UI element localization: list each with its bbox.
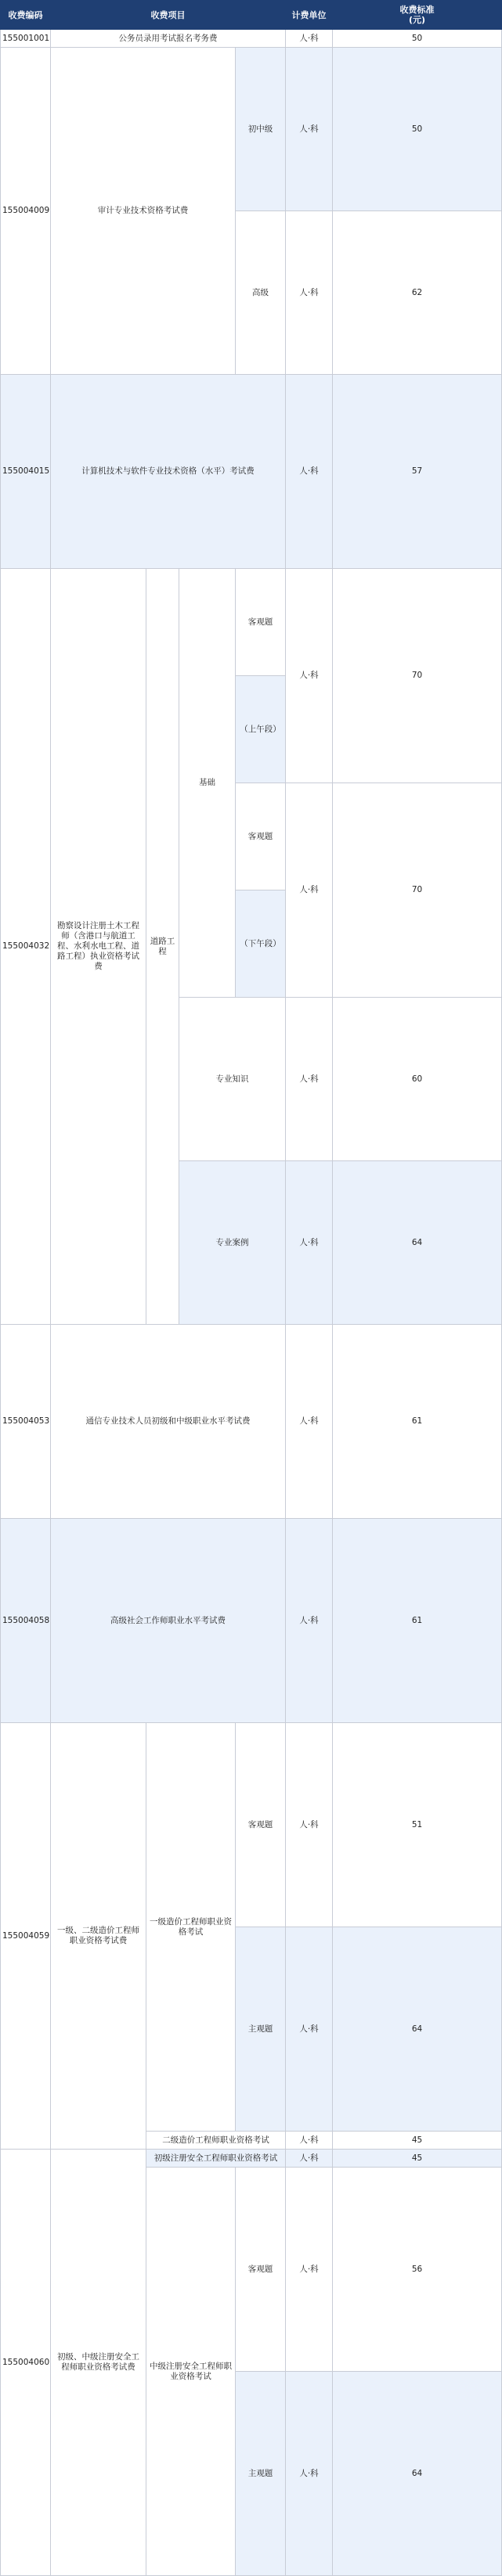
row-subitem: 专业知识 bbox=[179, 998, 286, 1161]
row-code: 155004032 bbox=[1, 569, 51, 1325]
row-unit: 人·科 bbox=[286, 2372, 333, 2576]
row-subitem: （上午段） bbox=[236, 676, 286, 783]
table-row bbox=[1, 569, 502, 676]
row-unit: 人·科 bbox=[286, 30, 333, 48]
row-unit: 人·科 bbox=[286, 48, 333, 211]
header-standard-line2: (元) bbox=[408, 15, 426, 25]
row-subitem: 主观题 bbox=[236, 2372, 286, 2576]
header-standard-line1: 收费标准 bbox=[399, 5, 435, 15]
row-item: 勘察设计注册土木工程师（含港口与航道工程、水利水电工程、道路工程）执业资格考试费 bbox=[51, 569, 146, 1325]
table-row bbox=[1, 30, 502, 48]
row-code: 155004053 bbox=[1, 1325, 51, 1519]
row-subitem: 客观题 bbox=[236, 1723, 286, 1927]
row-item: 公务员录用考试报名考务费 bbox=[51, 30, 286, 48]
row-unit: 人·科 bbox=[286, 569, 333, 783]
row-subitem: 初级注册安全工程师职业资格考试 bbox=[146, 2150, 286, 2168]
row-subitem: 客观题 bbox=[236, 783, 286, 890]
row-price: 61 bbox=[333, 1325, 502, 1519]
row-price: 56 bbox=[333, 2168, 502, 2372]
row-item: 高级社会工作师职业水平考试费 bbox=[51, 1519, 286, 1723]
row-code: 155004015 bbox=[1, 375, 51, 569]
row-price: 70 bbox=[333, 569, 502, 783]
row-price: 62 bbox=[333, 211, 502, 375]
header-item: 收费项目 bbox=[51, 1, 286, 30]
row-basic: 基础 bbox=[179, 569, 236, 998]
row-item: 审计专业技术资格考试费 bbox=[51, 48, 236, 375]
row-subitem: 客观题 bbox=[236, 2168, 286, 2372]
row-unit: 人·科 bbox=[286, 783, 333, 998]
table-row bbox=[1, 1519, 502, 1723]
row-unit: 人·科 bbox=[286, 1519, 333, 1723]
table-row bbox=[1, 1723, 502, 1927]
row-unit: 人·科 bbox=[286, 2150, 333, 2168]
row-subitem: 二级造价工程师职业资格考试 bbox=[146, 2132, 286, 2150]
row-code: 155001001 bbox=[1, 30, 51, 48]
header-unit: 计费单位 bbox=[286, 1, 333, 30]
row-item: 计算机技术与软件专业技术资格（水平）考试费 bbox=[51, 375, 286, 569]
table-row bbox=[1, 1325, 502, 1519]
row-unit: 人·科 bbox=[286, 1325, 333, 1519]
row-price: 57 bbox=[333, 375, 502, 569]
row-price: 60 bbox=[333, 998, 502, 1161]
header-row bbox=[1, 1, 502, 30]
row-code: 155004009 bbox=[1, 48, 51, 375]
row-unit: 人·科 bbox=[286, 2168, 333, 2372]
header-code: 收费编码 bbox=[1, 1, 51, 30]
row-code: 155004058 bbox=[1, 1519, 51, 1723]
row-price: 45 bbox=[333, 2132, 502, 2150]
row-price: 50 bbox=[333, 48, 502, 211]
row-unit: 人·科 bbox=[286, 1161, 333, 1325]
row-subitem: 客观题 bbox=[236, 569, 286, 676]
row-price: 45 bbox=[333, 2150, 502, 2168]
row-subitem: 高级 bbox=[236, 211, 286, 375]
row-subitem: 专业案例 bbox=[179, 1161, 286, 1325]
row-subitem: （下午段） bbox=[236, 890, 286, 998]
row-subitem: 主观题 bbox=[236, 1927, 286, 2132]
row-subitem: 中级注册安全工程师职业资格考试 bbox=[146, 2168, 236, 2576]
row-unit: 人·科 bbox=[286, 375, 333, 569]
row-unit: 人·科 bbox=[286, 2132, 333, 2150]
row-price: 64 bbox=[333, 1161, 502, 1325]
row-road: 道路工程 bbox=[146, 569, 179, 1325]
row-unit: 人·科 bbox=[286, 211, 333, 375]
row-code: 155004059 bbox=[1, 1723, 51, 2150]
row-item: 通信专业技术人员初级和中级职业水平考试费 bbox=[51, 1325, 286, 1519]
row-subitem: 一级造价工程师职业资格考试 bbox=[146, 1723, 236, 2132]
table-row bbox=[1, 2150, 502, 2168]
table-row bbox=[1, 375, 502, 569]
row-item: 初级、中级注册安全工程师职业资格考试费 bbox=[51, 2150, 146, 2576]
row-unit: 人·科 bbox=[286, 998, 333, 1161]
row-price: 64 bbox=[333, 2372, 502, 2576]
row-unit: 人·科 bbox=[286, 1927, 333, 2132]
row-subitem: 初中级 bbox=[236, 48, 286, 211]
row-item: 一级、二级造价工程师职业资格考试费 bbox=[51, 1723, 146, 2150]
row-price: 64 bbox=[333, 1927, 502, 2132]
header-standard bbox=[333, 1, 502, 30]
row-price: 50 bbox=[333, 30, 502, 48]
row-price: 70 bbox=[333, 783, 502, 998]
row-price: 61 bbox=[333, 1519, 502, 1723]
row-code: 155004060 bbox=[1, 2150, 51, 2576]
row-unit: 人·科 bbox=[286, 1723, 333, 1927]
table-row bbox=[1, 48, 502, 211]
row-price: 51 bbox=[333, 1723, 502, 1927]
